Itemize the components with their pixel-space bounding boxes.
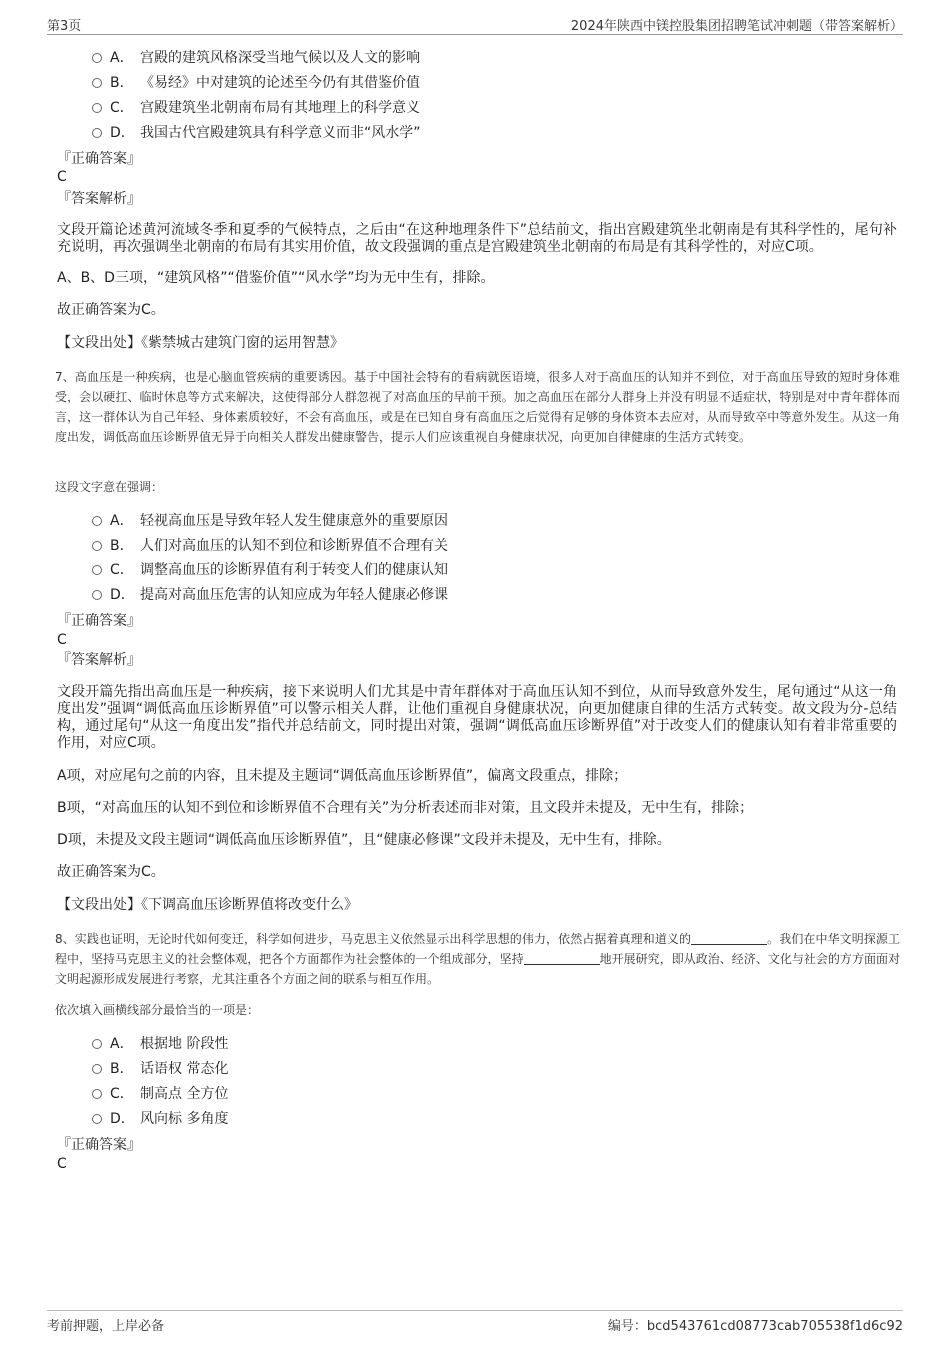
page-number: 第3页 [47,19,82,34]
radio-icon[interactable] [92,53,102,63]
q6-source: 【文段出处】《紫禁城古建筑门窗的运用智慧》 [57,335,344,351]
q6-analysis-paragraph: 文段开篇论述黄河流域冬季和夏季的气候特点，之后由“在这种地理条件下”总结前文，指出宫殿建筑坐北朝南是有其科学性的，尾句补充说明，再次强调坐北朝南的布局有其实用价值，故文段强调的重点是宫殿建筑坐北朝南的布局是有其科学性的，对应C项。 [57,222,897,255]
q7-question: 7、高血压是一种疾病，也是心脑血管疾病的重要诱因。基于中国社会特有的看病就医语境，很多人对于高血压的认知并不到位，对于高血压导致的短时身体难受，会以硬扛、临时休息等方式来解决，这使得部分人群忽视了对高血压的早前干预。加之高血压在部分人群身上并没有明显不适症状，特别是对中青年群体而言，这一群体认为自己年轻、身体素质较好，不会有高血压，或是在已知自身有高血压之后觉得有足够的身体资本去应对，从而导致卒中等意外发生。从这一角度出发，调低高血压诊断界值无异于向相关人群发出健康警告，提示人们应该重视自身健康状况，向更加自律健康的生活方式转变。 [55,370,900,444]
q6-option-d[interactable]: D． 我国古代宫殿建筑具有科学意义而非“风水学” [92,124,421,142]
q6-option-a[interactable]: A． 宫殿的建筑风格深受当地气候以及人文的影响 [92,49,420,67]
q8-option-c[interactable]: C． 制高点 全方位 [92,1085,228,1103]
q6-option-c[interactable]: C． 宫殿建筑坐北朝南布局有其地理上的科学意义 [92,99,420,117]
q8-question: 8、实践也证明，无论时代如何变迁，科学如何进步，马克思主义依然显示出科学思想的伟力，依然占据着真理和道义的 。我们在中华文明探源工程中，坚持马克思主义的社会整体观，把各个方面都作为社会整体的一个组成部分，坚持 地开展研究，即从政治、经济、文化与社会的方方面面对文明起源形成发展进行考察，尤其注重各个方面之间的联系与相互作用。 [55,932,900,986]
radio-icon[interactable] [92,1114,102,1124]
document-title: 2024年陕西中镁控股集团招聘笔试冲刺题（带答案解析） [570,19,903,34]
q8-answer-label: 『正确答案』 [57,1137,141,1153]
q8-answer: C [57,1156,67,1172]
q7-option-c[interactable]: C． 调整高血压的诊断界值有利于转变人们的健康认知 [92,561,448,579]
q6-answer-label: 『正确答案』 [57,151,141,167]
q7-analysis-paragraph: 文段开篇先指出高血压是一种疾病，接下来说明人们尤其是中青年群体对于高血压认知不到位，从而导致意外发生，尾句通过“从这一角度出发”强调“调低高血压诊断界值”可以警示相关人群，让他们重视自身健康状况，向更加健康自律的生活方式转变。故文段为分-总结构，通过尾句“从这一角度出发”指代并总结前文，同时提出对策，强调“调低高血压诊断界值”对于改变人们的健康认知有着非常重要的作用，对应C项。 [57,684,897,751]
q8-prompt: 依次填入画横线部分最恰当的一项是： [55,1003,260,1017]
q7-prompt: 这段文字意在强调： [55,480,164,494]
radio-icon[interactable] [92,103,102,113]
q7-analysis-paragraph: A项，对应尾句之前的内容，且未提及主题词“调低高血压诊断界值”，偏离文段重点，排除； [57,768,628,784]
q6-analysis-paragraph: 故正确答案为C。 [57,302,165,318]
document-code: 编号：bcd543761cd08773cab705538f1d6c92 [607,1319,903,1334]
radio-icon[interactable] [92,78,102,88]
radio-icon[interactable] [92,1089,102,1099]
q6-option-b[interactable]: B． 《易经》中对建筑的论述至今仍有其借鉴价值 [92,74,420,92]
q6-answer: C [57,169,67,185]
radio-icon[interactable] [92,1039,102,1049]
q7-option-d[interactable]: D． 提高对高血压危害的认知应成为年轻人健康必修课 [92,586,448,604]
q7-source: 【文段出处】《下调高血压诊断界值将改变什么》 [57,897,358,913]
q8-option-b[interactable]: B． 话语权 常态化 [92,1060,228,1078]
fill-blank-2[interactable] [524,952,600,965]
q7-option-b[interactable]: B． 人们对高血压的认知不到位和诊断界值不合理有关 [92,537,448,555]
page-footer [47,1310,903,1333]
radio-icon[interactable] [92,128,102,138]
q8-option-d[interactable]: D． 风向标 多角度 [92,1110,228,1128]
fill-blank-1[interactable] [691,932,767,945]
q7-option-a[interactable]: A． 轻视高血压是导致年轻人发生健康意外的重要原因 [92,512,448,530]
radio-icon[interactable] [92,541,102,551]
q7-analysis-paragraph: B项，“对高血压的认知不到位和诊断界值不合理有关”为分析表述而非对策，且文段并未提及，无中生有，排除； [57,800,754,816]
radio-icon[interactable] [92,1064,102,1074]
radio-icon[interactable] [92,516,102,526]
radio-icon[interactable] [92,590,102,600]
q7-analysis-label: 『答案解析』 [57,652,141,668]
footer-slogan: 考前押题，上岸必备 [47,1319,165,1334]
page-header [47,14,903,35]
q7-analysis-paragraph: 故正确答案为C。 [57,864,165,880]
q8-option-a[interactable]: A． 根据地 阶段性 [92,1035,228,1053]
q7-answer-label: 『正确答案』 [57,613,141,629]
q6-analysis-paragraph: A、B、D三项，“建筑风格”“借鉴价值”“风水学”均为无中生有，排除。 [57,270,495,286]
radio-icon[interactable] [92,565,102,575]
q6-analysis-label: 『答案解析』 [57,191,141,207]
q7-analysis-paragraph: D项，未提及文段主题词“调低高血压诊断界值”，且“健康必修课”文段并未提及，无中生有，排除。 [57,832,671,848]
q7-answer: C [57,632,67,648]
